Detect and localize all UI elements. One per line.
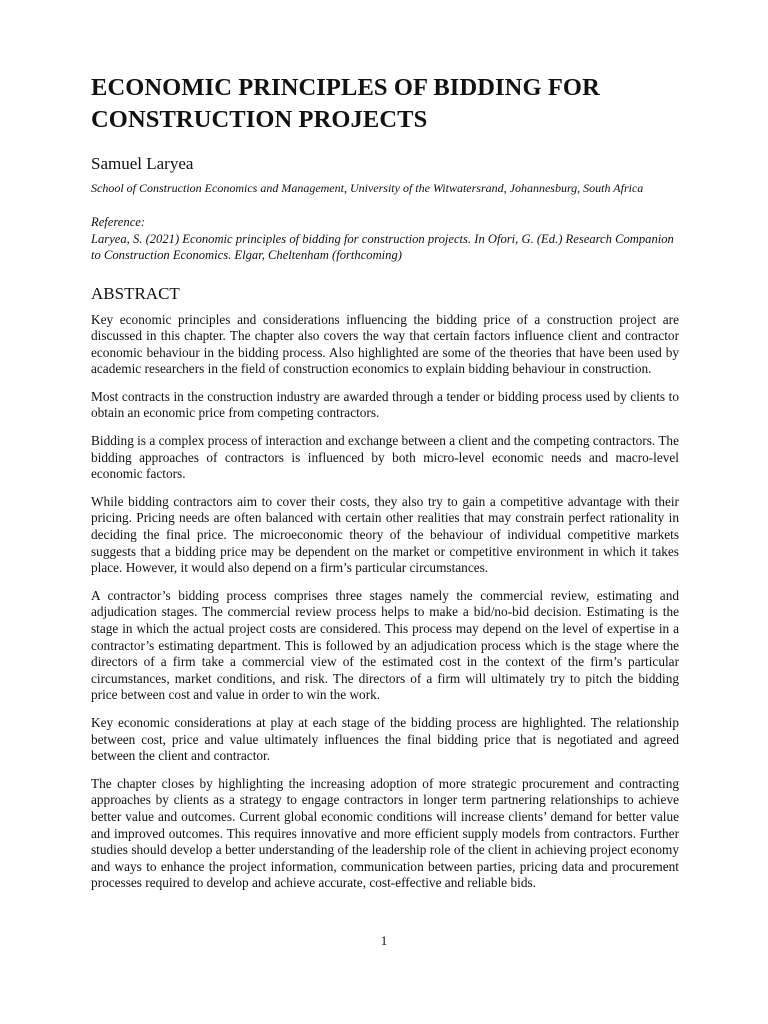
abstract-paragraph-1: Key economic principles and considerations influencing the bidding price of a construction project are discussed in this chapter. The chapter also covers the way that certain factors influence client and contractor economic behaviour in the bidding process. Also highlighted are some of the theories that have been used by academic researchers in the field of construction economics to explain bidding behaviour in construction. — [91, 311, 679, 377]
paper-title — [91, 72, 679, 136]
page-number: 1 — [380, 933, 388, 948]
abstract-heading: ABSTRACT — [91, 283, 180, 303]
paper-title-line-2: CONSTRUCTION PROJECTS — [91, 106, 428, 133]
reference-block — [91, 214, 679, 264]
abstract-paragraph-4: While bidding contractors aim to cover their costs, they also try to gain a competitive advantage with their pricing. Pricing needs are often balanced with certain other realities that may constrain perfect rationality in deciding the final price. The microeconomic theory of the behaviour of individual competitive markets suggests that a bidding price may be dependent on the market or competitive environment in which it takes place. However, it would also depend on a firm’s particular circumstances. — [91, 493, 679, 576]
author-name: Samuel Laryea — [91, 154, 194, 173]
abstract-paragraph-5: A contractor’s bidding process comprises three stages namely the commercial review, estimating and adjudication stages. The commercial review process helps to make a bid/no-bid decision. Estimating is the stage in which the actual project costs are considered. This process may depend on the level of expertise in a contractor’s estimating department. This is followed by an adjudication process which is the stage where the directors of a firm take a commercial view of the estimated cost in the context of the firm’s particular circumstances, market conditions, and risk. The directors of a firm will ultimately try to pitch the bidding price between cost and value in order to win the work. — [91, 587, 679, 703]
author-affiliation: School of Construction Economics and Management, University of the Witwatersrand, Johannesburg, South Africa — [91, 181, 644, 195]
abstract-paragraph-2: Most contracts in the construction industry are awarded through a tender or bidding process used by clients to obtain an economic price from competing contractors. — [91, 388, 679, 421]
document-page — [91, 72, 679, 903]
abstract-body — [91, 312, 679, 892]
abstract-paragraph-7: The chapter closes by highlighting the increasing adoption of more strategic procurement and contracting approaches by clients as a strategy to engage contractors in longer term partnering relationships to achieve better value and outcomes. Current global economic conditions will increase clients’ demand for better value and improved outcomes. This requires innovative and more efficient supply models from contractors. Further studies should develop a better understanding of the leadership role of the client in achieving project economy and ways to enhance the project information, communication between parties, pricing data and procurement processes required to develop and achieve accurate, cost-effective and reliable bids. — [91, 775, 679, 891]
abstract-paragraph-3: Bidding is a complex process of interaction and exchange between a client and the competing contractors. The bidding approaches of contractors is influenced by both micro-level economic needs and macro-level economic factors. — [91, 433, 679, 482]
reference-text: Laryea, S. (2021) Economic principles of bidding for construction projects. In Ofori, G. (Ed.) Research Companion to Construction Economics. Elgar, Cheltenham (forthcoming) — [91, 231, 674, 262]
paper-title-line-1: ECONOMIC PRINCIPLES OF BIDDING FOR — [91, 74, 600, 101]
abstract-paragraph-6: Key economic considerations at play at each stage of the bidding process are highlighted. The relationship between cost, price and value ultimately influences the final bidding price that is negotiated and agreed between the client and contractor. — [91, 714, 679, 764]
reference-label: Reference: — [91, 215, 146, 229]
